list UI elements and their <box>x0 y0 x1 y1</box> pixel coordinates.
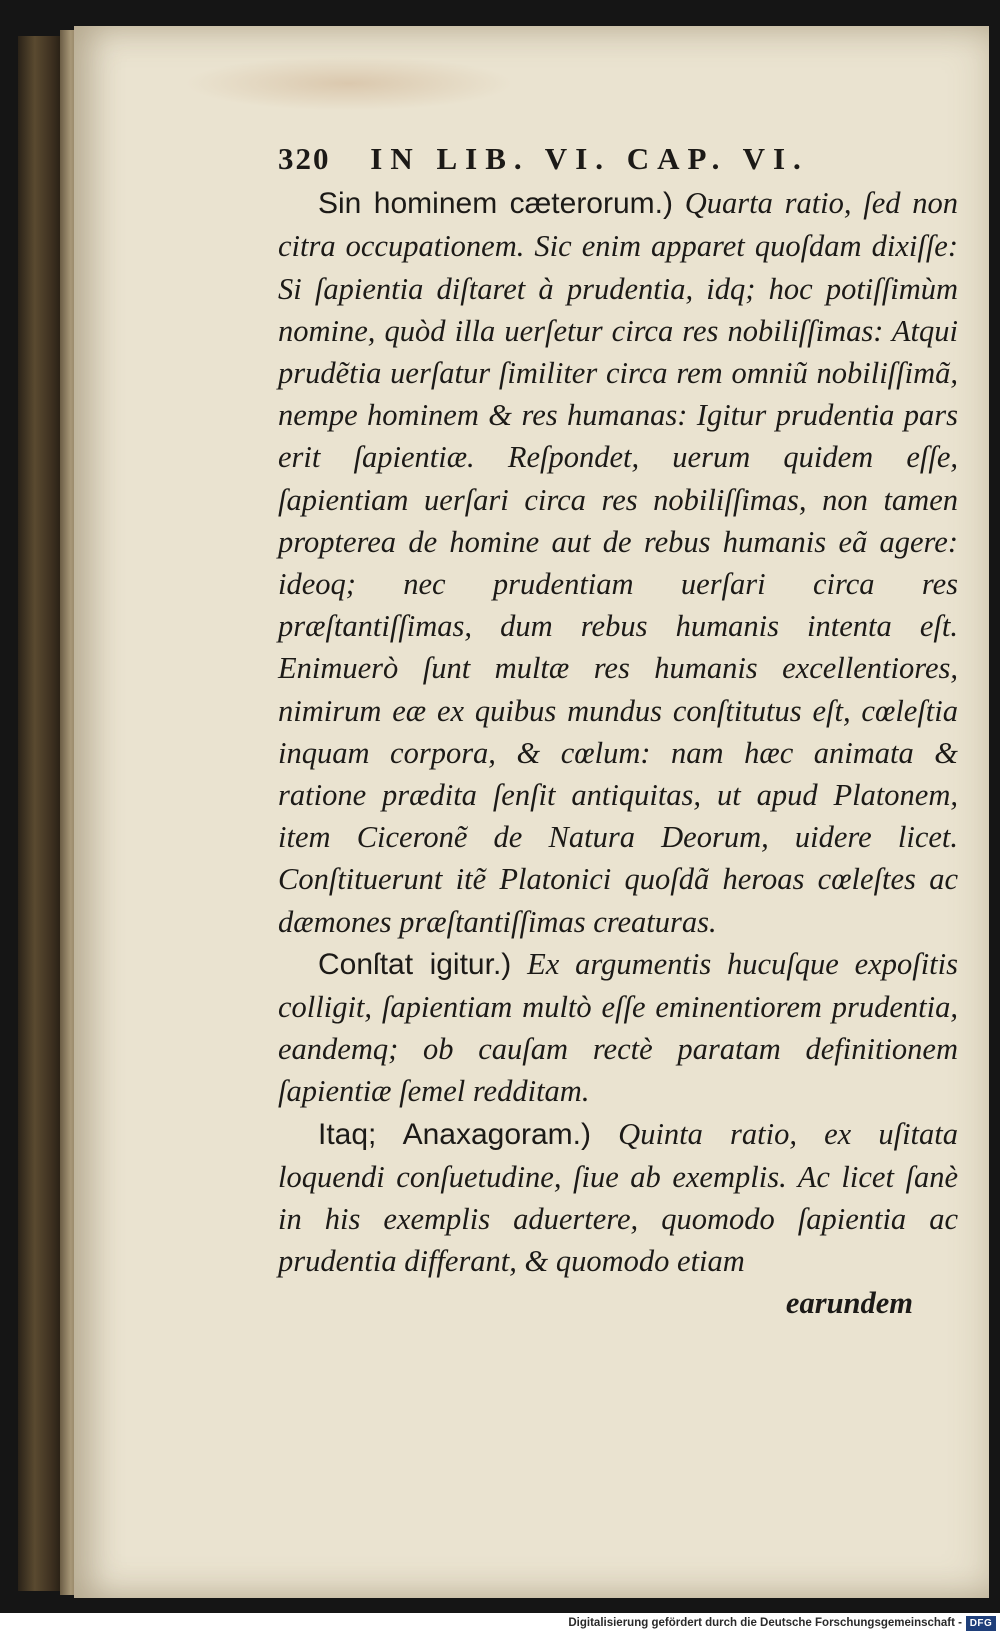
running-header <box>278 138 958 180</box>
lemma-3: Itaq; Anaxagoram.) <box>318 1117 592 1151</box>
paragraph-2 <box>278 943 958 1113</box>
funding-credit: Digitalisierung gefördert durch die Deutsche Forschungsgemeinschaft - <box>568 1617 962 1629</box>
lemma-2: Conſtat igitur.) <box>318 947 512 981</box>
lemma-1: Sin hominem cæterorum.) <box>318 187 673 221</box>
page-text <box>278 138 958 1325</box>
page-stain <box>184 56 514 111</box>
running-title: IN LIB. VI. CAP. VI. <box>370 141 809 176</box>
footer-bar <box>0 1613 1000 1635</box>
paragraph-1 <box>278 182 958 943</box>
book-spine <box>18 36 66 1591</box>
commentary-1: Quarta ratio, ſed non citra occupationem. Sic enim apparet quoſdam dixiſſe: Si ſapientia diſtaret à prudentia, idq; hoc potiſſimùm nomine, quòd illa uerſetur circa res nobiliſſimas: Atqui prudẽtia uerſatur ſimiliter circa rem omniũ nobiliſſimã, nempe hominem & res humanas: Igitur prudentia pars erit ſapientiæ. Reſpondet, uerum quidem eſſe, ſapientiam uerſari circa res nobiliſſimas, non tamen propterea de homine aut de rebus humanis eã agere: ideoq; nec prudentiam uerſari circa res præſtantiſſimas, dum rebus humanis intenta eſt. Enimuerò ſunt multæ res humanis excellentiores, nimirum eæ ex quibus mundus conſtitutus eſt, cœleſtia inquam corpora, & cœlum: nam hæc animata & ratione prædita ſenſit antiquitas, ut apud Platonem, item Ciceronẽ de Natura Deorum, uidere licet. Conſtituerunt itẽ Platonici quoſdã heroas cœleſtes ac dæmones præſtantiſſimas creaturas. <box>278 186 958 939</box>
paragraph-3 <box>278 1113 958 1283</box>
dfg-logo: DFG <box>966 1616 996 1631</box>
page-number: 320 <box>278 141 331 176</box>
catchword: earundem <box>785 1286 913 1321</box>
commentary-3: Quinta ratio, ex uſitata loquendi conſuetudine, ſiue ab exemplis. Ac licet ſanè in his exemplis aduertere, quomodo ſapientia ac prudentia differant, & quomodo etiam <box>278 1116 959 1279</box>
commentary-2: Ex argumentis hucuſque expoſitis colligit, ſapientiam multò eſſe eminentiorem prudentia, eandemq; ob cauſam rectè paratam definitionem ſapientiæ ſemel redditam. <box>278 946 958 1109</box>
